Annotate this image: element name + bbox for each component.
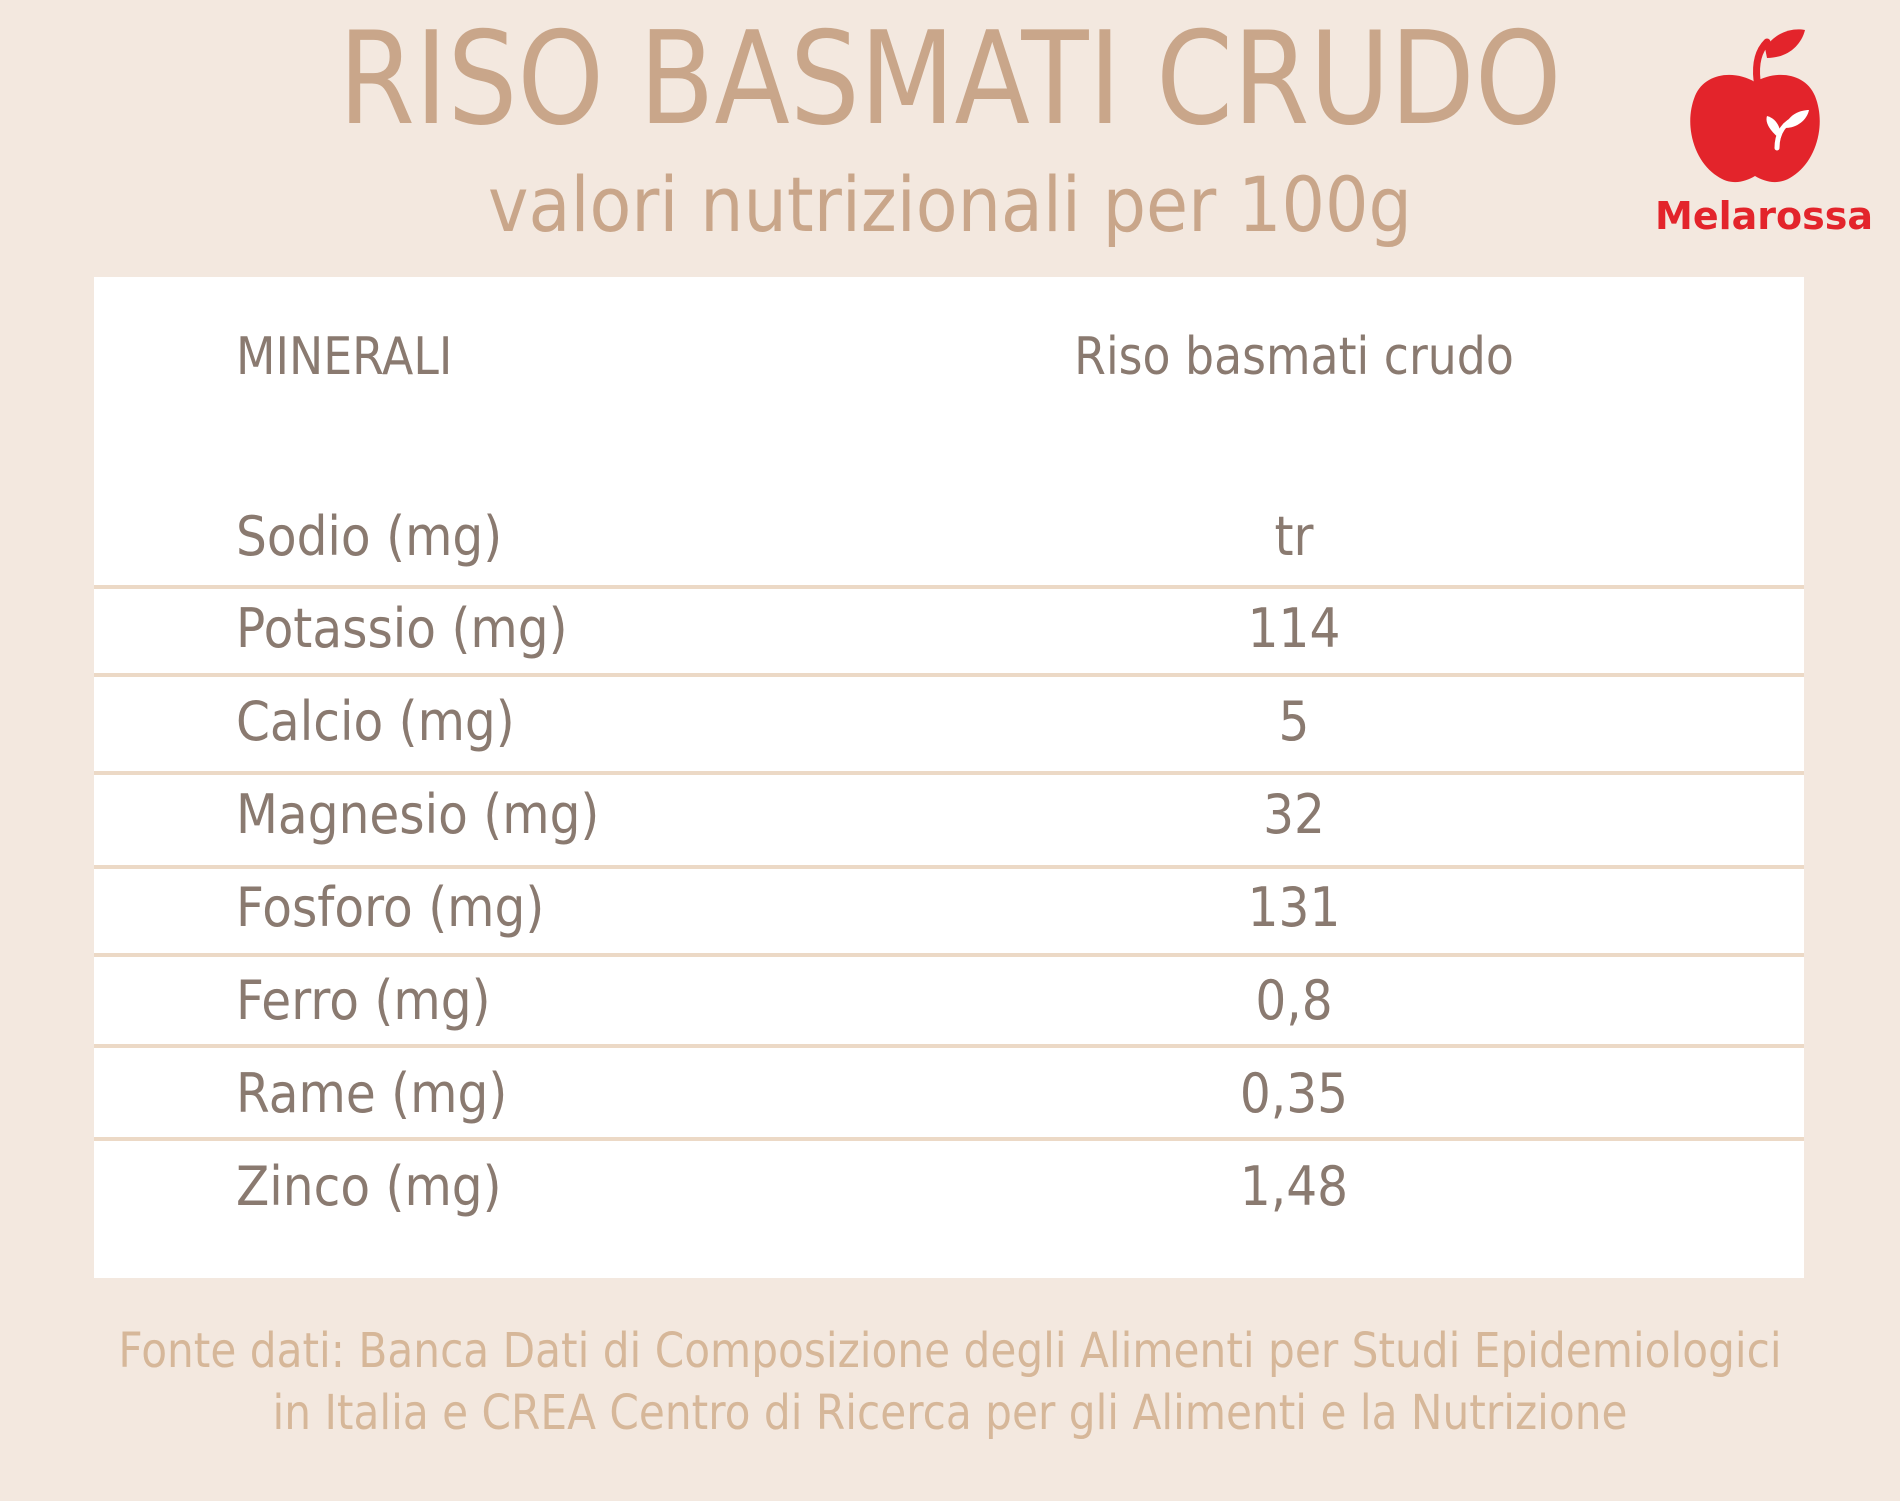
row-value: 1,48 — [1239, 1155, 1349, 1218]
table-row — [94, 1141, 1804, 1233]
column-header-food: Riso basmati crudo — [1074, 327, 1514, 387]
row-value: 32 — [1263, 783, 1325, 846]
source-note — [114, 1320, 1786, 1444]
row-value: 5 — [1278, 690, 1310, 753]
table-row — [94, 1048, 1804, 1140]
row-value: 0,8 — [1255, 969, 1333, 1032]
table-row — [94, 583, 1804, 675]
column-header-minerals: MINERALI — [236, 327, 453, 387]
page-title: RISO BASMATI CRUDO — [338, 5, 1562, 154]
source-line-2: in Italia e CREA Centro di Ricerca per gli Alimenti e la Nutrizione — [272, 1385, 1628, 1441]
apple-logo-icon — [1655, 22, 1855, 192]
row-label: Potassio (mg) — [236, 597, 568, 660]
minerals-table — [94, 277, 1804, 1278]
brand-logo — [1655, 22, 1873, 242]
table-row — [94, 769, 1804, 861]
page-subtitle: valori nutrizionali per 100g — [488, 160, 1412, 249]
row-label: Ferro (mg) — [236, 969, 491, 1032]
row-value: 114 — [1247, 597, 1341, 660]
row-label: Rame (mg) — [236, 1062, 508, 1125]
table-row — [94, 955, 1804, 1047]
row-value: 0,35 — [1239, 1062, 1349, 1125]
row-label: Sodio (mg) — [236, 505, 503, 568]
row-label: Zinco (mg) — [236, 1155, 502, 1218]
row-label: Magnesio (mg) — [236, 783, 600, 846]
brand-name: Melarossa — [1655, 194, 1873, 238]
row-value: 131 — [1247, 876, 1341, 939]
row-value: tr — [1274, 505, 1314, 568]
table-row — [94, 491, 1804, 583]
table-row — [94, 676, 1804, 768]
source-line-1: Fonte dati: Banca Dati di Composizione degli Alimenti per Studi Epidemiologici — [118, 1323, 1782, 1379]
table-row — [94, 862, 1804, 954]
row-label: Calcio (mg) — [236, 690, 515, 753]
row-label: Fosforo (mg) — [236, 876, 545, 939]
